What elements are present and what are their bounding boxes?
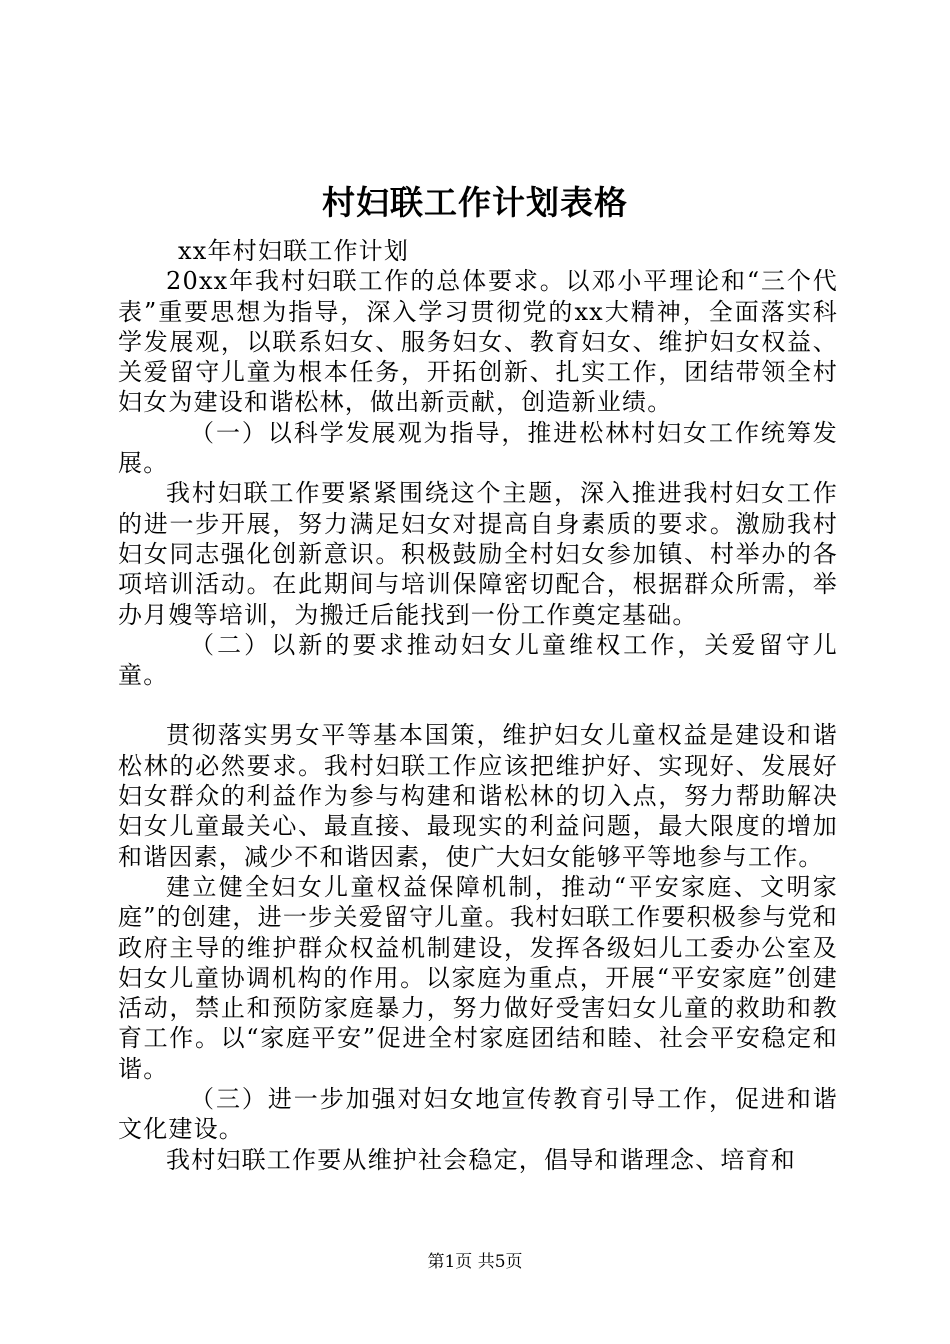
page-footer: 第1页 共5页 xyxy=(427,1252,523,1272)
document-body xyxy=(118,236,838,1175)
section-heading-1: （一）以科学发展观为指导，推进松林村妇女工作统筹发展。 xyxy=(118,418,838,478)
paragraph-overall-requirements: 20xx年我村妇联工作的总体要求。以邓小平理论和“三个代表”重要思想为指导，深入学习贯彻党的xx大精神，全面落实科学发展观，以联系妇女、服务妇女、教育妇女、维护妇女权益、关爱留守儿童为根本任务，开拓创新、扎实工作，团结带领全村妇女为建设和谐松林，做出新贡献，创造新业绩。 xyxy=(118,267,838,417)
blank-line xyxy=(118,690,838,720)
section-heading-2: （二）以新的要求推动妇女儿童维权工作，关爱留守儿童。 xyxy=(118,630,838,690)
paragraph-section-2a: 贯彻落实男女平等基本国策，维护妇女儿童权益是建设和谐松林的必然要求。我村妇联工作应该把维护好、实现好、发展好妇女群众的利益作为参与构建和谐松林的切入点，努力帮助解决妇女儿童最关心、最直接、最现实的利益问题，最大限度的增加和谐因素，减少不和谐因素，使广大妇女能够平等地参与工作。 xyxy=(118,721,838,871)
paragraph-section-1: 我村妇联工作要紧紧围绕这个主题，深入推进我村妇女工作的进一步开展，努力满足妇女对提高自身素质的要求。激励我村妇女同志强化创新意识。积极鼓励全村妇女参加镇、村举办的各项培训活动。在此期间与培训保障密切配合，根据群众所需，举办月嫂等培训，为搬迁后能找到一份工作奠定基础。 xyxy=(118,479,838,629)
paragraph-section-2b: 建立健全妇女儿童权益保障机制，推动“平安家庭、文明家庭”的创建，进一步关爱留守儿童。我村妇联工作要积极参与党和政府主导的维护群众权益机制建设，发挥各级妇儿工委办公室及妇女儿童协调机构的作用。以家庭为重点，开展“平安家庭”创建活动，禁止和预防家庭暴力，努力做好受害妇女儿童的救助和教育工作。以“家庭平安”促进全村家庭团结和睦、社会平安稳定和谐。 xyxy=(118,872,838,1083)
document-title: 村妇联工作计划表格 xyxy=(322,183,628,222)
section-heading-3: （三）进一步加强对妇女地宣传教育引导工作，促进和谐文化建设。 xyxy=(118,1085,838,1144)
paragraph-section-3: 我村妇联工作要从维护社会稳定，倡导和谐理念、培育和 xyxy=(166,1145,796,1174)
plan-subtitle: xx年村妇联工作计划 xyxy=(178,237,410,265)
